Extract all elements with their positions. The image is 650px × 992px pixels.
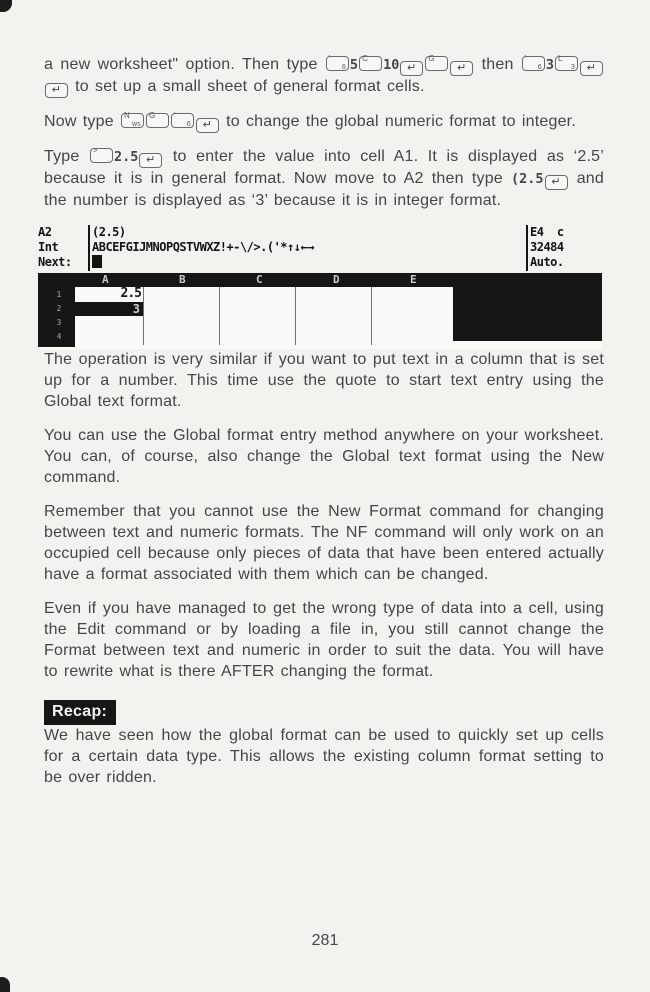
key-top-label: >: [92, 146, 98, 155]
text-run: You can use the Global format entry method anywhere on your worksheet. You can, of course, also change the Global text format using the New command.: [44, 427, 604, 486]
text-run: to set up a small sheet of general format cells.: [69, 78, 425, 95]
key-bottom-label: 6: [186, 121, 191, 128]
scan-artifact-corner: [0, 977, 10, 992]
row-number-2: 2: [56, 304, 62, 313]
keyboard-literal: (2.5: [511, 171, 544, 187]
key-top-label: ': [524, 54, 527, 63]
key-top-label: L: [558, 54, 563, 63]
paragraph: [44, 349, 604, 412]
key-top-label: C: [362, 54, 369, 63]
column-header-c: C: [256, 273, 263, 286]
text-run: Even if you have managed to get the wrong type of data into a cell, using the Edit command or by loading a file in, you still cannot change the Format between text and numeric in order to suit the data. You will have to rewrite what is there AFTER changing the format.: [44, 600, 604, 680]
text-run: The operation is very similar if you want to put text in a column that is set up for a number. This time use the quote to start text entry using the Global text format.: [44, 351, 604, 410]
status-calc-mode: Auto.: [530, 255, 564, 269]
keyboard-literal: 5: [349, 57, 359, 73]
text-run: Now type: [44, 113, 120, 130]
paragraph: [44, 111, 604, 133]
key-cap-icon: [146, 113, 169, 128]
key-cap-icon: [359, 56, 382, 71]
column-header-a: A: [102, 273, 109, 286]
enter-key-icon: ↵: [450, 61, 473, 76]
key-cap-icon: [522, 56, 545, 71]
column-header-e: E: [410, 273, 417, 286]
text-run: to change the global numeric format to integer.: [219, 113, 576, 130]
key-top-label: N: [123, 111, 130, 120]
row-number-1: 1: [56, 290, 62, 299]
body-text-top: [44, 54, 604, 211]
status-prompt: Next:: [38, 255, 72, 269]
key-bottom-label: 3: [570, 64, 576, 71]
column-separator: [143, 287, 144, 345]
column-header-b: B: [179, 273, 186, 286]
cell-a1-value: 2.5: [120, 286, 141, 301]
paragraph: [44, 54, 604, 98]
status-format: Int: [38, 240, 59, 254]
text-run: and the number is displayed as ‘3’ because it is in integer format.: [44, 170, 604, 209]
keyboard-literal: 10: [383, 57, 400, 73]
enter-key-icon: ↵: [139, 153, 162, 168]
text-run: Remember that you cannot use the New Format command for changing between text and numeric formats. The NF command will only work on an occupied cell because only pieces of data that have been entered actually have a format associated with them which can be changed.: [44, 503, 604, 583]
unused-area-block: [453, 287, 602, 341]
key-cap-icon: [171, 113, 194, 128]
key-cap-icon: [121, 113, 144, 128]
enter-key-icon: ↵: [580, 61, 603, 76]
cell-a2-highlighted: 3: [75, 302, 143, 316]
key-cap-icon: [90, 148, 113, 163]
column-separator: [219, 287, 220, 345]
row-number-3: 3: [56, 318, 62, 327]
status-cell-ref: A2: [38, 225, 52, 239]
enter-key-icon: ↵: [545, 175, 568, 190]
key-bottom-label: ws: [131, 121, 141, 128]
enter-key-icon: ↵: [45, 83, 68, 98]
body-text-middle: [44, 349, 604, 682]
recap-heading: Recap:: [44, 700, 116, 725]
text-run: to enter the value into cell A1. It is displayed as ‘2.5’ because it is in general format. Now move to A2 then type: [44, 148, 604, 187]
text-run: We have seen how the global format can be used to quickly set up cells for a certain data type. This allows the existing column format setting to be over ridden.: [44, 727, 604, 786]
paragraph: [44, 425, 604, 488]
body-text-bottom: [44, 725, 604, 788]
column-separator: [371, 287, 372, 345]
enter-key-icon: ↵: [196, 118, 219, 133]
paragraph: [44, 598, 604, 682]
keyboard-literal: 3: [545, 57, 555, 73]
keyboard-literal: 2.5: [113, 149, 139, 165]
status-cell-content: (2.5): [92, 225, 126, 239]
status-charset: ABCEFGIJMNOPQSTVWXZ!+-\/>.('*↑↓←→: [92, 240, 314, 254]
status-area: [38, 225, 602, 271]
text-run: Type: [44, 148, 89, 165]
text-run: then: [474, 56, 521, 73]
text-run: a new worksheet" option. Then type: [44, 56, 325, 73]
grid-area: [38, 287, 602, 349]
key-cap-icon: [326, 56, 349, 71]
key-cap-icon: [555, 56, 578, 71]
paragraph: [44, 146, 604, 211]
row-number-4: 4: [56, 332, 62, 341]
status-position: E4 c: [530, 225, 564, 239]
status-right-column: [526, 225, 602, 271]
spreadsheet-screenshot: [38, 225, 602, 349]
key-bottom-label: 6: [341, 64, 346, 71]
scan-artifact-corner: [0, 0, 12, 12]
status-left-column: [38, 225, 88, 271]
column-header-band: [38, 273, 602, 287]
enter-key-icon: ↵: [400, 61, 423, 76]
column-separator: [295, 287, 296, 345]
cursor-block-icon: [92, 255, 102, 268]
page-number: 281: [311, 932, 339, 949]
paragraph: [44, 725, 604, 788]
key-top-label: G: [148, 111, 156, 120]
status-middle-column: [88, 225, 526, 271]
key-top-label: ': [173, 111, 176, 120]
paragraph: [44, 501, 604, 585]
key-top-label: G: [428, 54, 435, 63]
key-top-label: ': [328, 54, 331, 63]
row-number-strip: [38, 287, 75, 347]
status-memory-free: 32484: [530, 240, 564, 254]
column-header-d: D: [333, 273, 340, 286]
key-bottom-label: 6: [537, 64, 542, 71]
key-bottom-label: .: [107, 156, 110, 163]
key-cap-icon: [425, 56, 448, 71]
